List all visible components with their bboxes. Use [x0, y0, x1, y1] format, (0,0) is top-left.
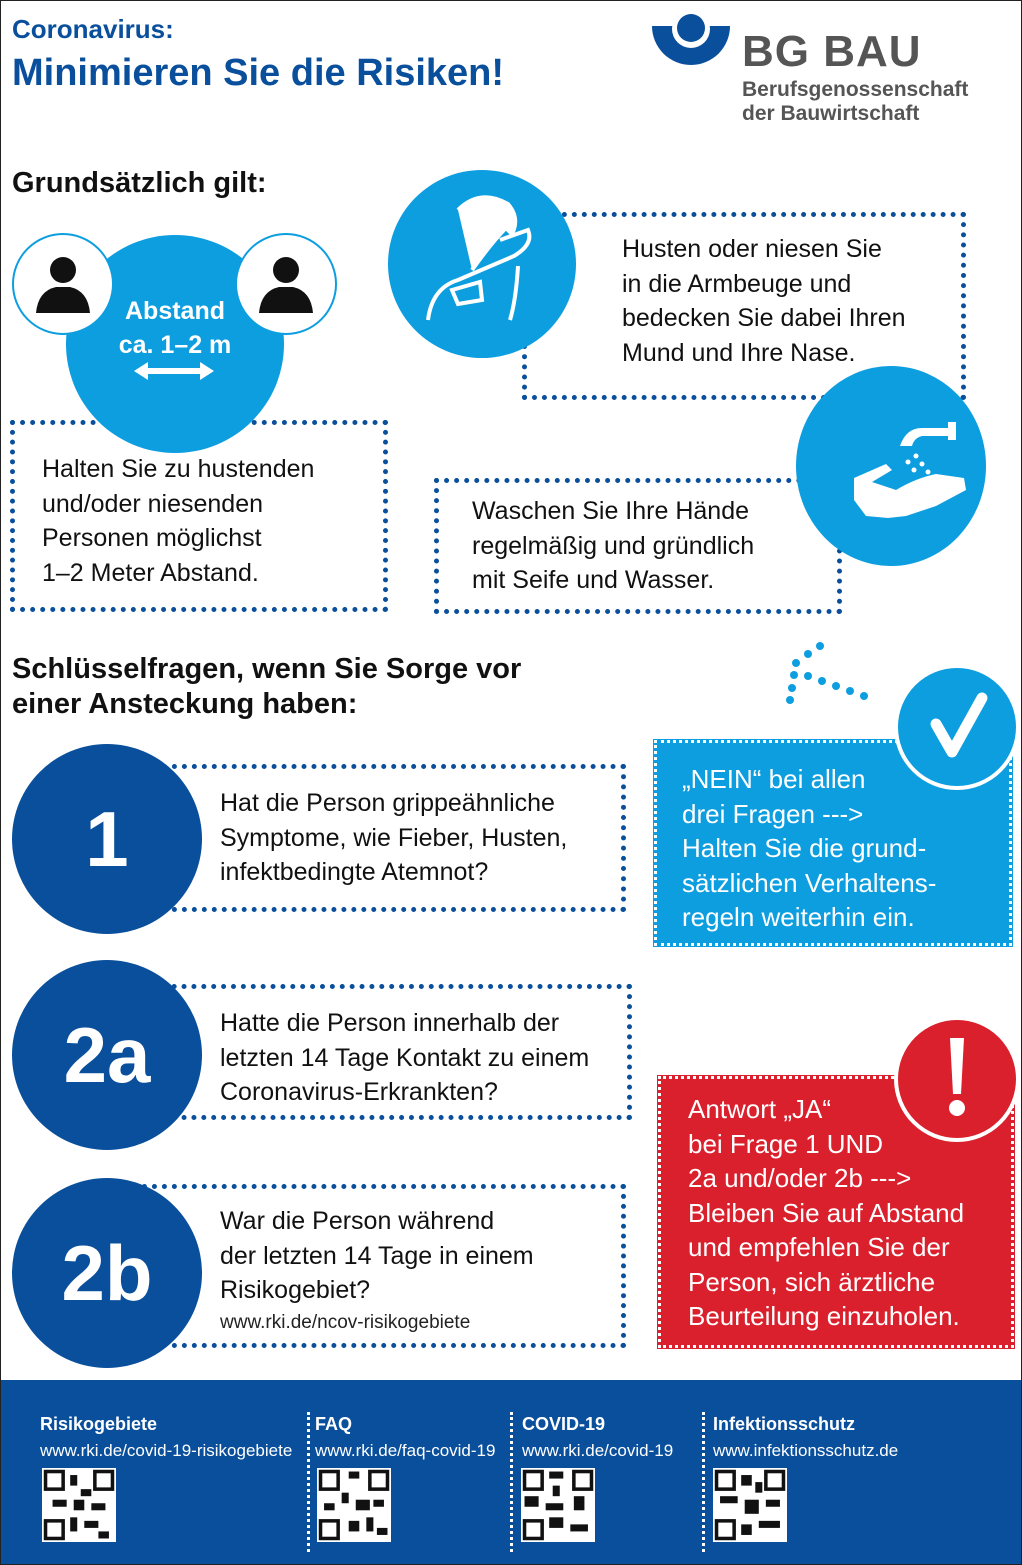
footer-link-risikogebiete[interactable] [40, 1414, 292, 1461]
handwashing-icon [796, 366, 986, 566]
text-line: Person, sich ärztliche [688, 1266, 936, 1297]
page-title: Minimieren Sie die Risiken! [12, 52, 505, 94]
text-line: Halten Sie die grund- [682, 833, 927, 863]
distance-label-2: ca. 1–2 m [118, 331, 232, 359]
text-line: 2a und/oder 2b ---> [688, 1163, 912, 1193]
question-1-badge [12, 744, 202, 934]
questions-heading [12, 652, 521, 722]
qr-code-icon[interactable] [42, 1468, 116, 1542]
footer-link-infektionsschutz[interactable] [713, 1414, 898, 1461]
footer-divider [307, 1412, 310, 1552]
text-line: infektbedingte Atemnot? [220, 858, 489, 886]
qr-code-icon[interactable] [317, 1468, 391, 1542]
question-2a-badge [12, 960, 202, 1150]
footer [1, 1380, 1021, 1564]
cough-text [622, 232, 906, 370]
text-line: Mund und Ihre Nase. [622, 338, 856, 367]
distance-text [42, 452, 314, 590]
qr-code-icon[interactable] [713, 1468, 787, 1542]
question-1-text [220, 786, 567, 890]
question-2a-text [220, 1006, 589, 1110]
person-icon [235, 233, 337, 335]
text-line: „NEIN“ bei allen [682, 764, 866, 794]
footer-divider [702, 1412, 705, 1552]
text-line: Halten Sie zu hustenden [42, 455, 315, 483]
text-line: Hatte die Person innerhalb der [220, 1009, 560, 1037]
text-line: Hat die Person grippeähnliche [220, 789, 555, 817]
footer-divider [510, 1412, 513, 1552]
logo-line1: Berufsgenossenschaft [742, 78, 969, 101]
subtitle: Coronavirus: [12, 14, 174, 44]
footer-link-url[interactable]: www.infektionsschutz.de [713, 1441, 899, 1460]
text-line: War die Person während [220, 1207, 495, 1235]
distance-label-1: Abstand [125, 297, 225, 325]
question-number: 2a [63, 1011, 151, 1099]
risk-areas-link[interactable]: www.rki.de/ncov-risikogebiete [220, 1311, 471, 1333]
logo-text [742, 27, 969, 126]
distance-label [100, 294, 250, 362]
text-line: Husten oder niesen Sie [622, 235, 882, 263]
footer-link-title: Infektionsschutz [713, 1414, 856, 1434]
question-number: 2b [61, 1229, 153, 1317]
footer-link-url[interactable]: www.rki.de/covid-19 [522, 1441, 674, 1460]
text-line: und empfehlen Sie der [688, 1232, 950, 1262]
answer-no-text [682, 762, 936, 935]
text-line: Beurteilung einzuholen. [688, 1301, 960, 1331]
footer-link-title: Risikogebiete [40, 1414, 158, 1434]
basics-heading: Grundsätzlich gilt: [12, 167, 267, 199]
heading-line: einer Ansteckung haben: [12, 688, 358, 720]
heading-line: Schlüsselfragen, wenn Sie Sorge vor [12, 653, 522, 685]
text-line: Waschen Sie Ihre Hände [472, 497, 750, 525]
text-line: der letzten 14 Tage in einem [220, 1241, 534, 1270]
text-line: regelmäßig und gründlich [472, 531, 755, 560]
text-line: 1–2 Meter Abstand. [42, 558, 259, 587]
question-2b-text [220, 1204, 534, 1338]
footer-link-covid19[interactable] [522, 1414, 673, 1461]
footer-link-title: FAQ [315, 1414, 353, 1434]
logo-line2: der Bauwirtschaft [742, 102, 920, 125]
footer-link-title: COVID-19 [522, 1414, 606, 1434]
footer-link-url[interactable]: www.rki.de/covid-19-risikogebiete [40, 1441, 293, 1460]
dotted-arrow-icon [780, 638, 880, 723]
text-line: Bleiben Sie auf Abstand [688, 1197, 965, 1228]
answer-yes-text [688, 1092, 964, 1334]
person-icon [12, 233, 114, 335]
text-line: regeln weiterhin ein. [682, 902, 915, 932]
question-number: 1 [85, 795, 129, 883]
text-line: sätzlichen Verhaltens- [682, 867, 937, 898]
text-line: in die Armbeuge und [622, 269, 852, 298]
cough-into-elbow-icon [388, 170, 576, 358]
text-line: bedecken Sie dabei Ihren [622, 304, 906, 332]
qr-code-icon[interactable] [521, 1468, 595, 1542]
text-line: Risikogebiet? [220, 1276, 371, 1304]
text-line: letzten 14 Tage Kontakt zu einem [220, 1043, 590, 1072]
logo-name: BG BAU [742, 27, 922, 76]
text-line: Antwort „JA“ [688, 1094, 832, 1124]
bg-bau-logo-icon [652, 14, 730, 74]
question-2b-badge [12, 1178, 202, 1368]
text-line: Personen möglichst [42, 524, 262, 552]
text-line: Symptome, wie Fieber, Husten, [220, 823, 568, 852]
wash-text [472, 494, 754, 598]
footer-link-faq[interactable] [315, 1414, 495, 1461]
text-line: mit Seife und Wasser. [472, 566, 715, 594]
text-line: drei Fragen ---> [682, 798, 864, 829]
text-line: und/oder niesenden [42, 489, 264, 518]
double-arrow-icon [132, 360, 216, 387]
text-line: Coronavirus-Erkrankten? [220, 1078, 498, 1106]
footer-link-url[interactable]: www.rki.de/faq-covid-19 [315, 1441, 496, 1460]
text-line: bei Frage 1 UND [688, 1128, 884, 1159]
